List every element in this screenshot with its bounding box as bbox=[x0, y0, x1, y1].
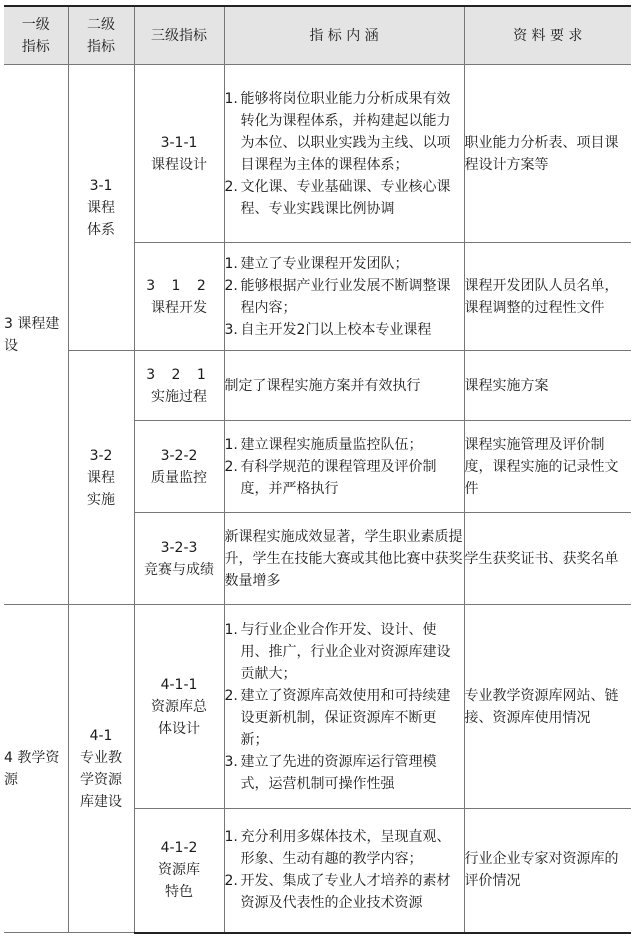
content-item: 1. 建立了专业课程开发团队； bbox=[224, 255, 409, 272]
content-item: 1. 与行业企业合作开发、设计、使用、推广，行业企业对资源库建设贡献大； bbox=[224, 621, 451, 682]
header-requirements: 资 料 要 求 bbox=[464, 6, 631, 65]
content-item: 2. 建立了资源库高效使用和可持续建设更新机制，保证资源库不断更新； bbox=[224, 687, 451, 748]
table-header-row bbox=[4, 6, 631, 65]
level2-code: 4-1 bbox=[89, 727, 113, 744]
level2-name-line1: 课程 bbox=[87, 469, 115, 486]
level3-name: 质量监控 bbox=[151, 469, 207, 486]
level3-name: 资源库总体设计 bbox=[151, 698, 207, 737]
header-level3: 三级指标 bbox=[134, 6, 224, 65]
level3-cell bbox=[134, 605, 224, 809]
content-item-text: 建立了资源库高效使用和可持续建设更新机制，保证资源库不断更新； bbox=[240, 687, 451, 748]
level3-name: 竞赛与成绩 bbox=[144, 561, 214, 578]
level3-name: 实施过程 bbox=[151, 388, 207, 405]
header-level1 bbox=[4, 6, 68, 65]
content-item-text: 开发、集成了专业人才培养的素材资源及代表性的企业技术资源 bbox=[240, 873, 451, 912]
level3-cell bbox=[134, 65, 224, 243]
level3-name: 资源库特色 bbox=[158, 862, 200, 901]
indicator-table bbox=[4, 5, 631, 934]
content-item: 3. 建立了先进的资源库运行管理模式，运营机制可操作性强 bbox=[224, 753, 437, 792]
content-item: 2. 文化课、专业基础课、专业核心课程、专业实践课比例协调 bbox=[224, 178, 451, 217]
level3-name: 课程开发 bbox=[151, 299, 207, 316]
header-content: 指 标 内 涵 bbox=[224, 6, 464, 65]
header-level2-line2: 指标 bbox=[87, 38, 115, 55]
content-cell: 制定了课程实施方案并有效执行 bbox=[224, 351, 464, 421]
level2-course-implementation bbox=[68, 351, 134, 605]
level3-code: 4-1-1 bbox=[160, 676, 198, 693]
content-item-text: 建立课程实施质量监控队伍； bbox=[240, 436, 423, 453]
content-item: 1. 建立课程实施质量监控队伍； bbox=[224, 436, 423, 453]
level2-name-line1: 专业教 bbox=[80, 749, 122, 766]
content-item-text: 自主开发2门以上校本专业课程 bbox=[240, 321, 432, 338]
level1-course-construction: 3 课程建设 bbox=[4, 65, 68, 605]
level2-code: 3-2 bbox=[89, 447, 113, 464]
content-item: 3. 自主开发2门以上校本专业课程 bbox=[224, 321, 432, 338]
content-item-text: 建立了先进的资源库运行管理模式，运营机制可操作性强 bbox=[240, 753, 437, 792]
level2-resource-library bbox=[68, 605, 134, 933]
level3-code: 3-2-2 bbox=[160, 447, 198, 464]
level3-cell bbox=[134, 513, 224, 605]
requirement-cell: 课程开发团队人员名单，课程调整的过程性文件 bbox=[464, 243, 631, 351]
level1-teaching-resources: 4 教学资源 bbox=[4, 605, 68, 933]
level3-cell bbox=[134, 809, 224, 933]
requirement-cell: 课程实施管理及评价制度，课程实施的记录性文件 bbox=[464, 421, 631, 513]
content-item-text: 建立了专业课程开发团队； bbox=[240, 255, 409, 272]
requirement-cell: 行业企业专家对资源库的评价情况 bbox=[464, 809, 631, 933]
level3-cell bbox=[134, 421, 224, 513]
requirement-cell: 学生获奖证书、获奖名单 bbox=[464, 513, 631, 605]
header-level1-line2: 指标 bbox=[21, 38, 50, 55]
level2-name-line3: 库建设 bbox=[80, 793, 122, 810]
content-item: 2. 有科学规范的课程管理及评价制度，并严格执行 bbox=[224, 458, 437, 497]
header-level1-line1: 一级 bbox=[21, 16, 50, 33]
level3-code: 3-2-3 bbox=[160, 539, 198, 556]
level2-name-line2: 学资源 bbox=[80, 771, 122, 788]
level2-code: 3-1 bbox=[89, 177, 113, 194]
level3-code: 3 2 1 bbox=[146, 366, 212, 383]
content-cell bbox=[224, 243, 464, 351]
content-item-text: 有科学规范的课程管理及评价制度，并严格执行 bbox=[240, 458, 437, 497]
content-cell: 新课程实施成效显著，学生职业素质提升，学生在技能大赛或其他比赛中获奖数量增多 bbox=[224, 513, 464, 605]
level2-name-line2: 实施 bbox=[87, 491, 115, 508]
level3-code: 3-1-1 bbox=[160, 134, 198, 151]
requirement-cell: 专业教学资源库网站、链接、资源库使用情况 bbox=[464, 605, 631, 809]
content-cell bbox=[224, 809, 464, 933]
content-item: 2. 开发、集成了专业人才培养的素材资源及代表性的企业技术资源 bbox=[224, 873, 451, 912]
level3-code: 3 1 2 bbox=[146, 277, 212, 294]
requirement-cell: 课程实施方案 bbox=[464, 351, 631, 421]
level3-code: 4-1-2 bbox=[160, 840, 198, 857]
table-row bbox=[4, 65, 631, 243]
content-item: 1. 能够将岗位职业能力分析成果有效转化为课程体系，并构建起以能力为本位、以职业实践为主线、以项目课程为主体的课程体系； bbox=[224, 90, 451, 173]
header-level2-line1: 二级 bbox=[87, 16, 115, 33]
content-item-text: 与行业企业合作开发、设计、使用、推广，行业企业对资源库建设贡献大； bbox=[240, 621, 451, 682]
content-item-text: 能够根据产业行业发展不断调整课程内容； bbox=[240, 277, 451, 316]
level2-name-line2: 体系 bbox=[87, 221, 115, 238]
content-cell bbox=[224, 421, 464, 513]
content-item-text: 能够将岗位职业能力分析成果有效转化为课程体系，并构建起以能力为本位、以职业实践为主线、以项目课程为主体的课程体系； bbox=[240, 90, 451, 173]
level3-cell bbox=[134, 351, 224, 421]
content-item-text: 充分利用多媒体技术，呈现直观、形象、生动有趣的教学内容； bbox=[240, 829, 451, 868]
content-item: 2. 能够根据产业行业发展不断调整课程内容； bbox=[224, 277, 451, 316]
level2-name-line1: 课程 bbox=[87, 199, 115, 216]
level3-name: 课程设计 bbox=[151, 156, 207, 173]
content-cell bbox=[224, 65, 464, 243]
table-row bbox=[4, 605, 631, 809]
level3-cell bbox=[134, 243, 224, 351]
table-row bbox=[4, 351, 631, 421]
content-cell bbox=[224, 605, 464, 809]
level2-course-system bbox=[68, 65, 134, 351]
header-level2 bbox=[68, 6, 134, 65]
content-item-text: 文化课、专业基础课、专业核心课程、专业实践课比例协调 bbox=[240, 178, 451, 217]
content-item: 1. 充分利用多媒体技术，呈现直观、形象、生动有趣的教学内容； bbox=[224, 829, 451, 868]
requirement-cell: 职业能力分析表、项目课程设计方案等 bbox=[464, 65, 631, 243]
